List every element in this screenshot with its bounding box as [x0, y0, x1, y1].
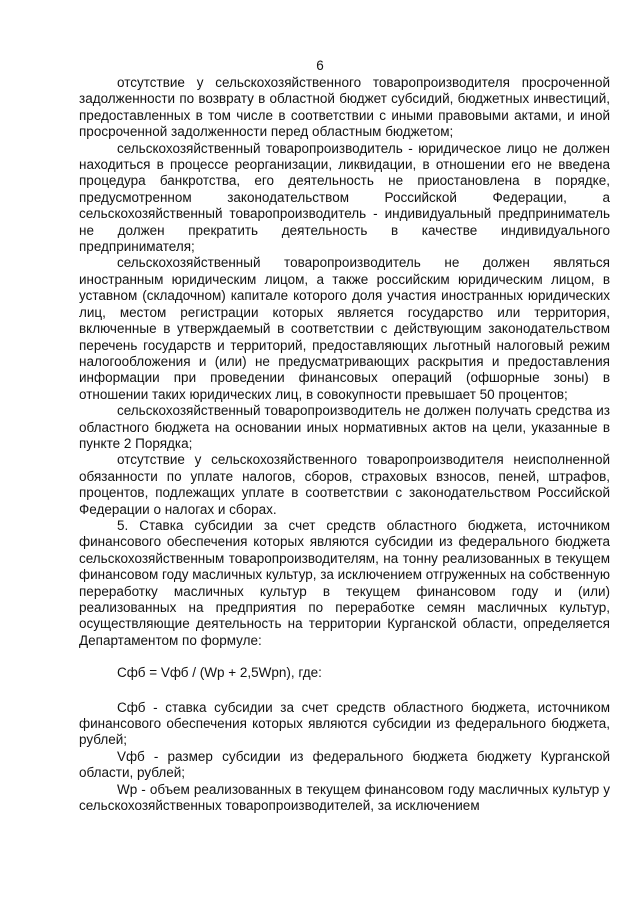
paragraph-legal-entity-status: сельскохозяйственный товаропроизводитель - юридическое лицо не должен находиться в процессе реорганизации, ликвидации, в отношении его не введена процедура банкротства, его деятельность не приостановлена в порядке, предусмотренном законодательством Российской Федерации, а сельскохозяйственный товаропроизводитель - индивидуальный предприниматель не должен прекратить деятельность в качестве индивидуального предпринимателя;	[79, 140, 610, 255]
document-body	[79, 75, 610, 814]
definition-vfb: Vфб - размер субсидии из федерального бюджета бюджету Курганской области, рублей;	[79, 748, 610, 781]
definition-sfb: Сфб - ставка субсидии за счет средств областного бюджета, источником финансового обеспечения которых являются субсидии из федерального бюджета, рублей;	[79, 699, 610, 748]
paragraph-subsidy-rate: 5. Ставка субсидии за счет средств областного бюджета, источником финансового обеспечения которых являются субсидии из федерального бюджета сельскохозяйственным товаропроизводителям, на тонну реализованных в текущем финансовом году масличных культур, за исключением отгруженных на собственную переработку масличных культур в текущем финансовом году и (или) реализованных на предприятия по переработке семян масличных культур, осуществляющие деятельность на территории Курганской области, определяется Департаментом по формуле:	[79, 517, 610, 648]
paragraph-no-overdue-debt: отсутствие у сельскохозяйственного товаропроизводителя просроченной задолженности по возврату в областной бюджет субсидий, бюджетных инвестиций, предоставленных в том числе в соответствии с иными правовыми актами, и иной просроченной задолженности перед областным бюджетом;	[79, 75, 610, 140]
paragraph-no-tax-arrears: отсутствие у сельскохозяйственного товаропроизводителя неисполненной обязанности по уплате налогов, сборов, страховых взносов, пеней, штрафов, процентов, подлежащих уплате в соответствии с законодательством Российской Федерации о налогах и сборах.	[79, 452, 610, 517]
paragraph-no-other-funds: сельскохозяйственный товаропроизводитель не должен получать средства из областного бюджета на основании иных нормативных актов на цели, указанные в пункте 2 Порядка;	[79, 403, 610, 451]
definition-wp: Wp - объем реализованных в текущем финансовом году масличных культур у сельскохозяйственных товаропроизводителей, за исключением	[79, 781, 610, 814]
formula: Сфб = Vфб / (Wp + 2,5Wpn), где:	[117, 665, 322, 681]
page-number: 6	[316, 58, 324, 73]
paragraph-foreign-entity: сельскохозяйственный товаропроизводитель не должен являться иностранным юридическим лицом, а также российским юридическим лицом, в уставном (складочном) капитале которого доля участия иностранных юридических лиц, местом регистрации которых является государство или территория, включенные в утверждаемый в соответствии с действующим законодательством перечень государств и территорий, предоставляющих льготный налоговый режим налогообложения и (или) не предусматривающих раскрытия и предоставления информации при проведении финансовых операций (офшорные зоны) в отношении таких юридических лиц, в совокупности превышает 50 процентов;	[79, 255, 610, 402]
